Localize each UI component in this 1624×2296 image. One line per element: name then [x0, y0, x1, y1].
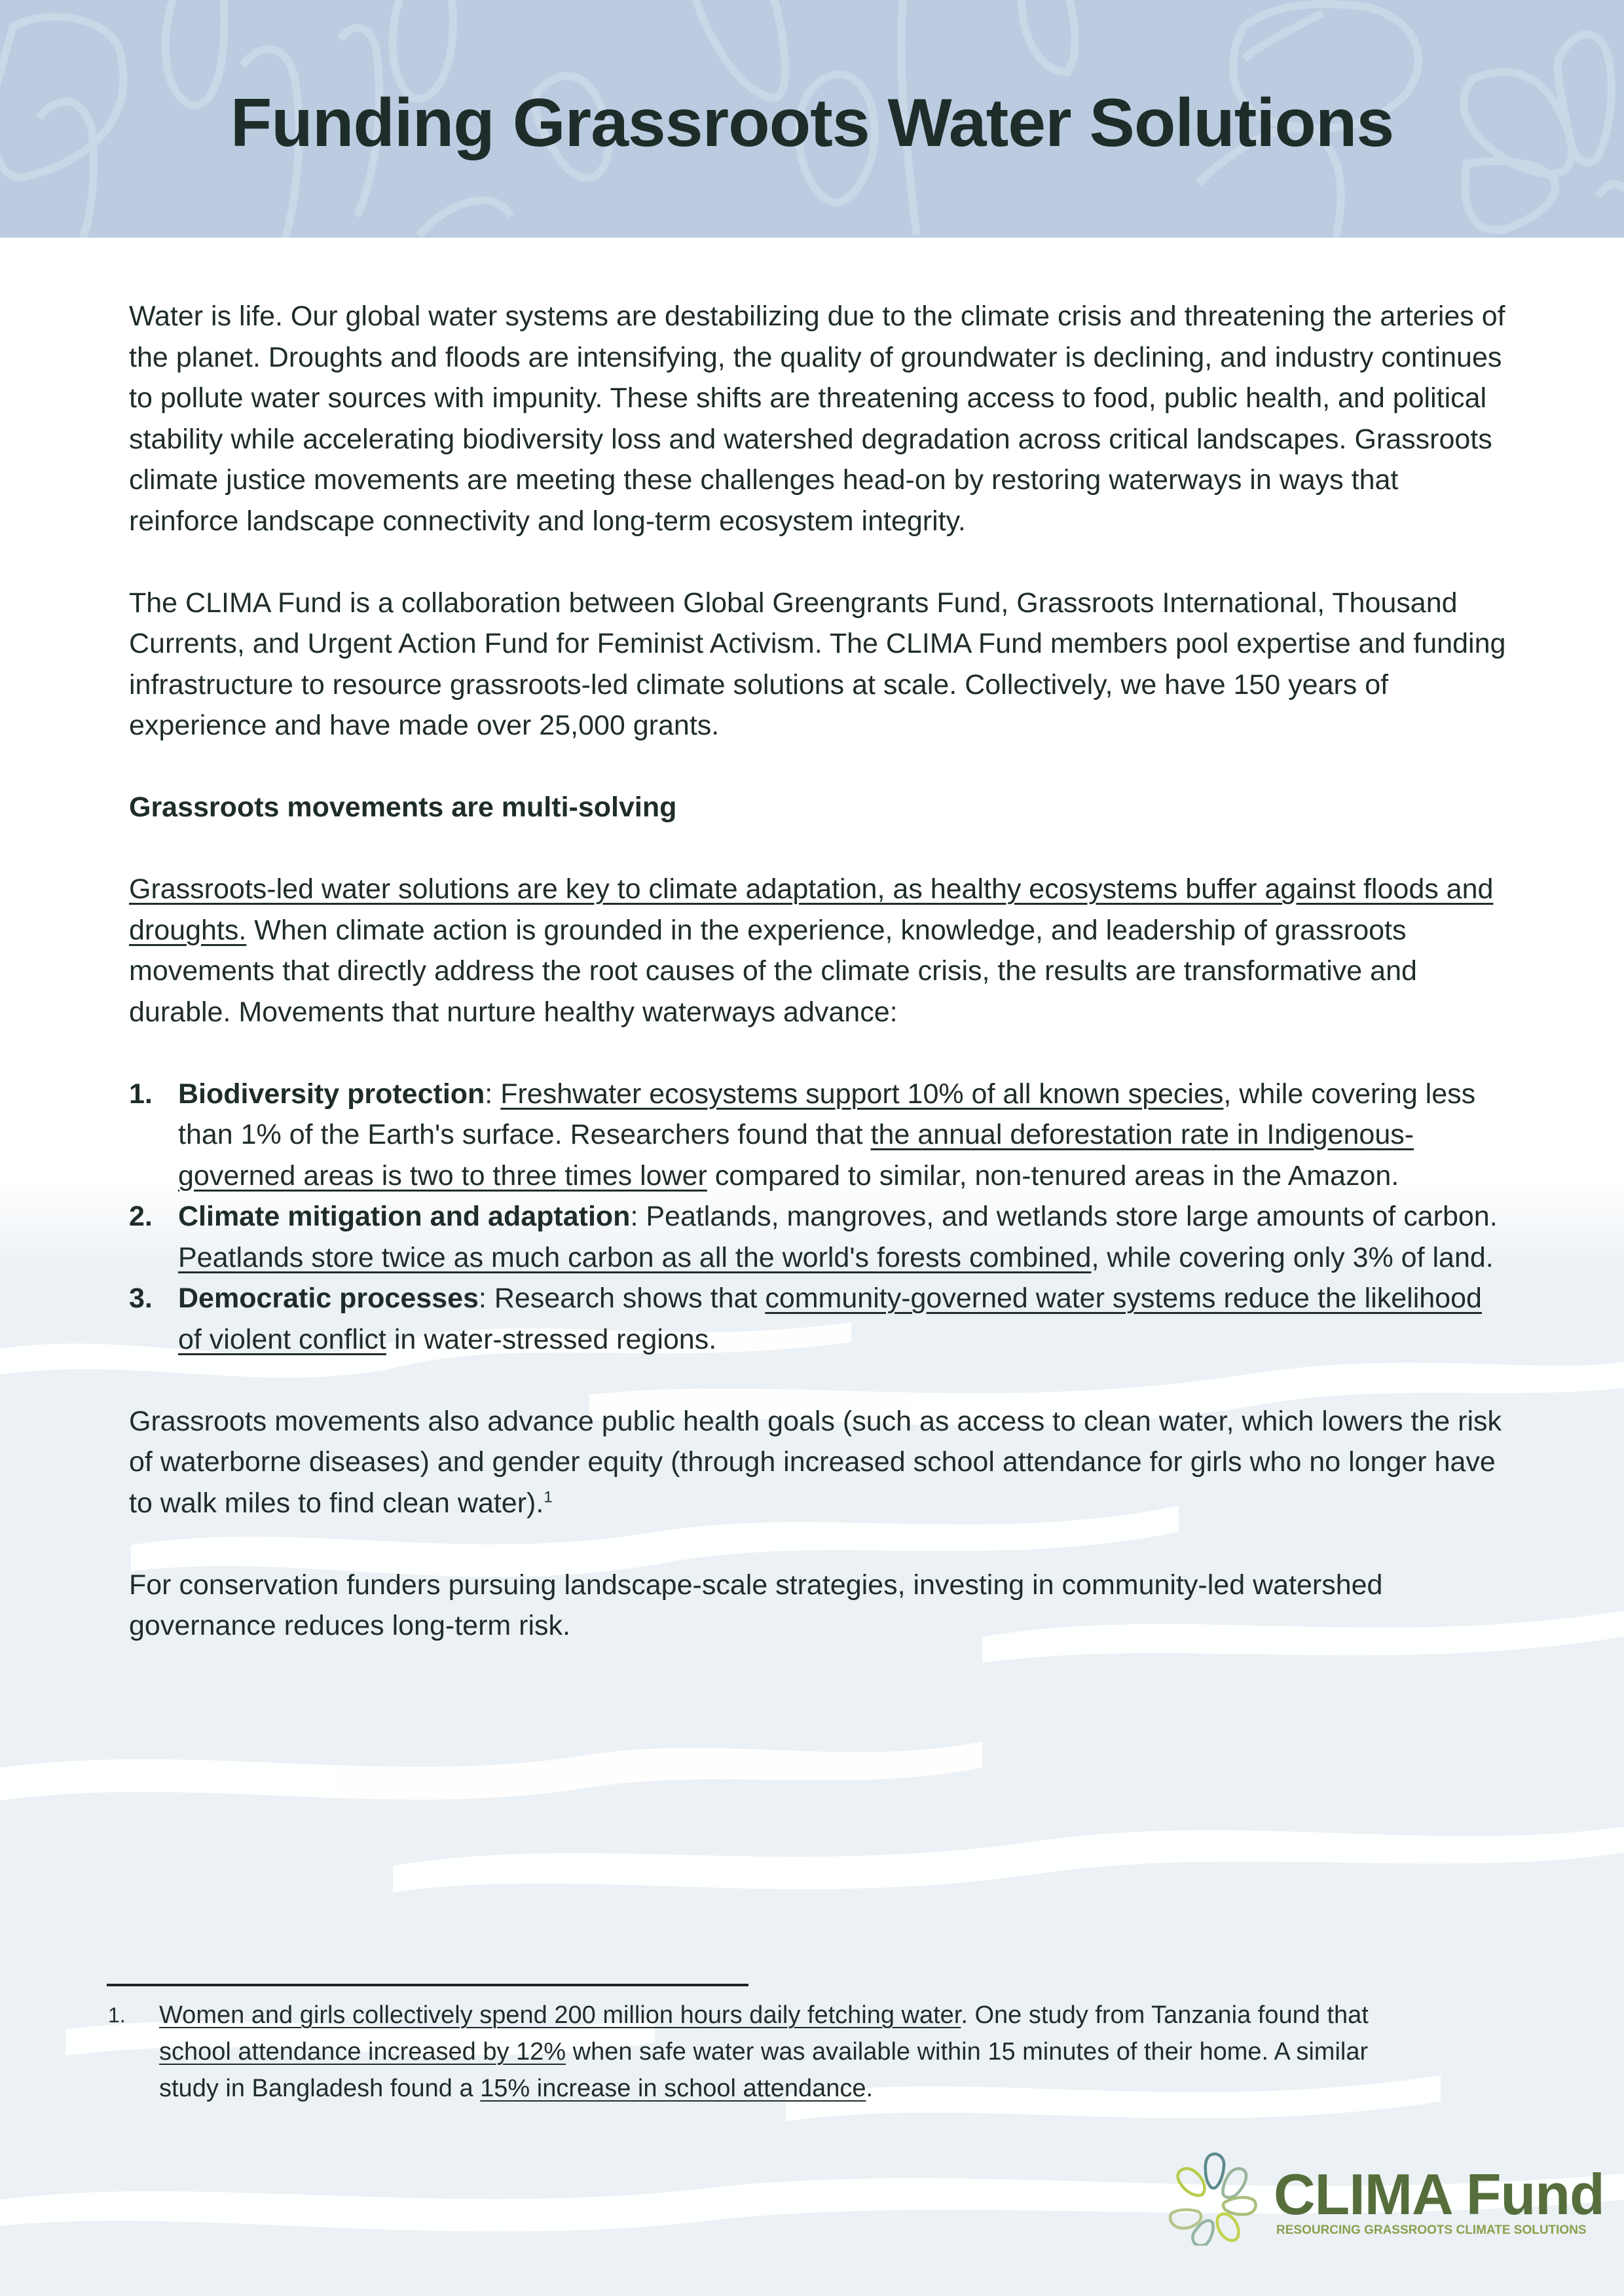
list-term: Climate mitigation and adaptation: [178, 1201, 631, 1232]
citation-link[interactable]: Freshwater ecosystems support 10% of all known species: [500, 1078, 1224, 1110]
list-number: 2.: [129, 1201, 153, 1232]
list-text: Research shows that: [494, 1283, 766, 1314]
list-item: [129, 1278, 1511, 1360]
citation-link[interactable]: community-governed water systems reduce the likelihood of violent conflict: [178, 1283, 1482, 1355]
flower-petals-icon: [1166, 2147, 1270, 2246]
footnote-link[interactable]: school attendance increased by 12%: [159, 2038, 566, 2066]
main-content: [129, 296, 1511, 1687]
footnote-link[interactable]: 15% increase in school attendance: [480, 2075, 866, 2102]
footnote-text: . One study from Tanzania found that: [961, 2001, 1369, 2029]
list-text: , while covering only 3% of land.: [1091, 1241, 1494, 1273]
list-term: Democratic processes: [178, 1283, 479, 1314]
clima-fund-logo: [1166, 2147, 1604, 2246]
footnote-text: .: [866, 2075, 874, 2102]
list-item: [129, 1074, 1511, 1197]
logo-wordmark: CLIMA Fund: [1274, 2162, 1604, 2227]
list-text: in water-stressed regions.: [386, 1323, 717, 1355]
logo-tagline: RESOURCING GRASSROOTS CLIMATE SOLUTIONS: [1276, 2223, 1587, 2237]
section-heading: Grassroots movements are multi-solving: [129, 792, 677, 823]
section-lead-paragraph: [129, 869, 1511, 1032]
list-term: Biodiversity protection: [178, 1078, 485, 1110]
list-item: [129, 1196, 1511, 1278]
list-text: , while covering less than 1% of the Earth's surface. Researchers found that: [178, 1078, 1476, 1150]
list-text: Peatlands, mangroves, and wetlands store large amounts of carbon.: [646, 1201, 1498, 1232]
separator: :: [478, 1283, 494, 1314]
list-text: compared to similar, non-tenured areas in the Amazon.: [707, 1159, 1399, 1192]
footnote-link[interactable]: Women and girls collectively spend 200 million hours daily fetching water: [159, 2001, 961, 2029]
health-text: Grassroots movements also advance public health goals (such as access to clean water, which lowers the risk of waterborne diseases) and gender equity (through increased school attendance for girls who no longer have to walk miles to find clean water).: [129, 1405, 1502, 1519]
intro-paragraph-2: The CLIMA Fund is a collaboration between Global Greengrants Fund, Grassroots International, Thousand Currents, and Urgent Action Fund for Feminist Activism. The CLIMA Fund members pool expertise and funding infrastructure to resource grassroots-led climate solutions at scale. Collectively, we have 150 years of experience and have made over 25,000 grants.: [129, 587, 1506, 741]
separator: :: [630, 1201, 646, 1232]
footnotes: [108, 1997, 1418, 2107]
footnote-divider: [107, 1984, 748, 1986]
list-number: 1.: [129, 1078, 153, 1110]
footnote-text: when safe water was available within 15 minutes of their home. A similar study in Bangladesh found a: [159, 2038, 1369, 2102]
citation-link[interactable]: Peatlands store twice as much carbon as all the world's forests combined: [178, 1241, 1092, 1273]
header-banner: [0, 0, 1624, 238]
closing-paragraph: For conservation funders pursuing landscape-scale strategies, investing in community-led watershed governance reduces long-term risk.: [129, 1569, 1383, 1641]
benefits-list: [129, 1074, 1511, 1360]
footnote-number: 1.: [108, 2003, 126, 2027]
footnote-ref-link[interactable]: 1: [544, 1488, 553, 1506]
intro-paragraph-1: Water is life. Our global water systems are destabilizing due to the climate crisis and threatening the arteries of the planet. Droughts and floods are intensifying, the quality of groundwater is declining, and industry continues to pollute water sources with impunity. These shifts are threatening access to food, public health, and political stability while accelerating biodiversity loss and watershed degradation across critical landscapes. Grassroots climate justice movements are meeting these challenges head-on by restoring waterways in ways that reinforce landscape connectivity and long-term ecosystem integrity.: [129, 301, 1505, 537]
citation-link[interactable]: the annual deforestation rate in Indigenous-governed areas is two to three times lower: [178, 1119, 1414, 1192]
list-number: 3.: [129, 1283, 153, 1314]
footnote-item: [108, 1997, 1418, 2107]
lead-text: When climate action is grounded in the experience, knowledge, and leadership of grassroots movements that directly address the root causes of the climate crisis, the results are transformative and durable. Movements that nurture healthy waterways advance:: [129, 914, 1417, 1028]
separator: :: [485, 1078, 501, 1110]
health-paragraph: [129, 1401, 1511, 1524]
page-title: Funding Grassroots Water Solutions: [230, 85, 1394, 161]
lead-link[interactable]: Grassroots-led water solutions are key to climate adaptation, as healthy ecosystems buffer against floods and droughts.: [129, 873, 1494, 946]
